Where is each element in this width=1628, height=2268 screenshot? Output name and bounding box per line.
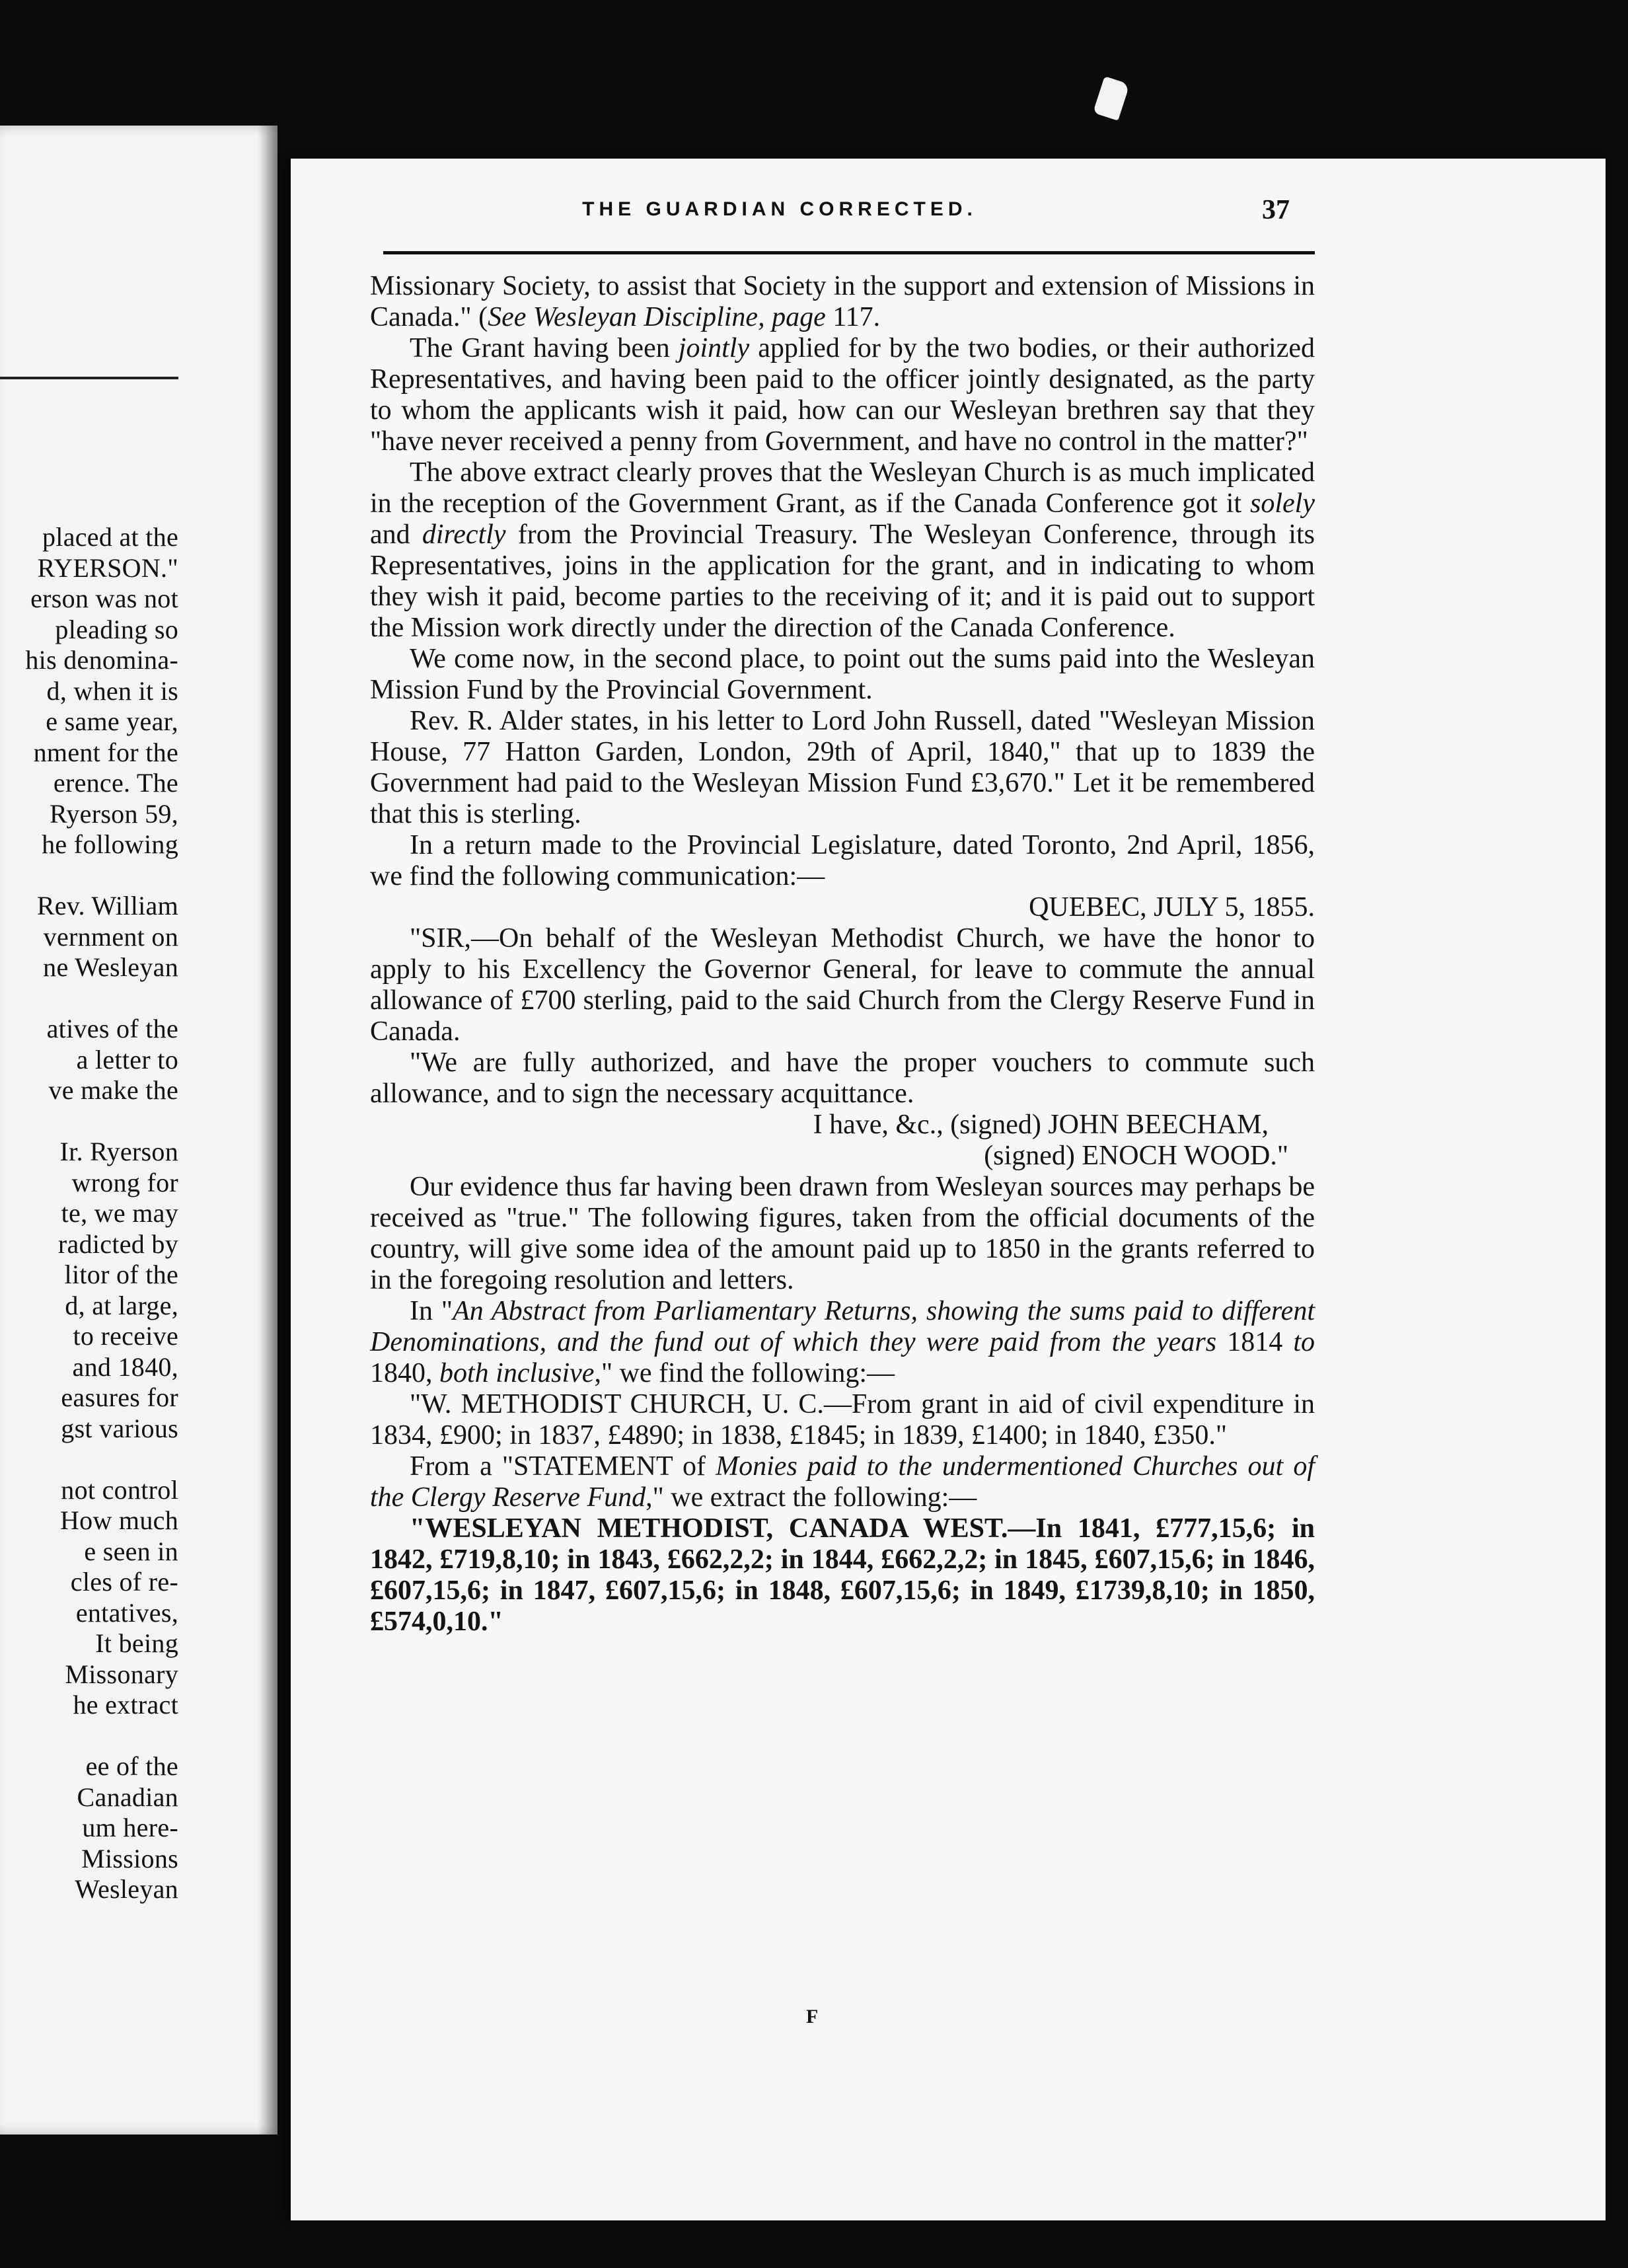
facing-page-line: wrong for — [71, 1167, 178, 1197]
facing-page-line: How much — [59, 1505, 178, 1535]
paragraph — [370, 271, 1315, 333]
paragraph: We come now, in the second place, to point out the sums paid into the Wesleyan Mission Fund by the Provincial Government. — [370, 644, 1315, 705]
facing-page-line: litor of the — [64, 1260, 178, 1289]
facing-page-line: Missonary — [65, 1659, 178, 1689]
facing-page-rule — [0, 377, 178, 379]
citation: See Wesleyan Discipline, page — [488, 302, 826, 332]
facing-page-line: not control — [61, 1474, 178, 1505]
facing-page-line: nment for the — [33, 737, 178, 767]
text-run: ," we extract the following:— — [646, 1482, 977, 1513]
text-run: applied for by the two bodies, or their authorized Representatives, and having been paid to the officer jointly designated, as the party to whom the applicants wish it paid, how can our Wesleyan brethren say that they "have never received a penny from Government, and have no control in the matter?" — [370, 333, 1315, 457]
paragraph — [370, 457, 1315, 644]
facing-page-line: um here- — [82, 1813, 178, 1842]
facing-page-line: his denomina- — [25, 645, 178, 675]
film-speck — [1093, 76, 1130, 121]
facing-page-line: gst various — [61, 1413, 178, 1443]
header-rule — [383, 251, 1315, 254]
paragraph: Our evidence thus far having been drawn from Wesleyan sources may perhaps be received as "true." The following figures, taken from the official documents of the country, will give some idea of the amount paid up to 1850 in the grants referred to in the foregoing resolution and letters. — [370, 1172, 1315, 1295]
signature-line: (signed) ENOCH WOOD." — [984, 1141, 1288, 1171]
facing-page-line — [0, 1106, 178, 1137]
facing-page-line: ne Wesleyan — [43, 952, 178, 982]
citation: An Abstract from Parliamentary Returns, showing the sums paid to different Denominations, and the fund out of which they were paid from the years — [370, 1296, 1315, 1357]
paragraph — [370, 333, 1315, 457]
paragraph: Rev. R. Alder states, in his letter to Lord John Russell, dated "Wesleyan Mission House, 77 Hatton Garden, London, 29th of April, 1840," that up to 1839 the Government had paid to the Wesleyan Mission Fund £3,670." Let it be remembered that this is sterling. — [370, 706, 1315, 829]
letter-dateline: QUEBEC, JULY 5, 1855. — [1029, 892, 1315, 923]
emphasis: solely — [1250, 488, 1315, 519]
facing-page-line — [0, 1721, 178, 1752]
facing-page-line: to receive — [73, 1321, 178, 1351]
emphasis: directly — [422, 519, 506, 550]
facing-page-line — [0, 860, 178, 891]
facing-page — [0, 126, 278, 2135]
citation: to — [1293, 1327, 1315, 1357]
facing-page-text — [0, 522, 178, 1905]
facing-page-line: pleading so — [55, 614, 178, 644]
facing-page-line: he following — [42, 829, 178, 859]
facing-page-line: d, when it is — [46, 675, 178, 706]
text-run: and — [370, 519, 422, 550]
facing-page-line: vernment on — [43, 921, 178, 952]
text-run: from the Provincial Treasury. The Wesleyan Conference, through its Representatives, joins in the application for the grant, and in indicating to whom they wish it paid, become parties to the receiving of it; and it is paid out to support the Mission work directly under the direction of the Canada Conference. — [370, 519, 1315, 643]
text-run: The above extract clearly proves that the Wesleyan Church is as much implicated in the reception of the Government Grant, as if the Canada Conference got it — [370, 457, 1315, 519]
facing-page-line: he extract — [73, 1690, 178, 1720]
facing-page-line — [0, 1444, 178, 1475]
text-run: From a "STATEMENT of — [410, 1451, 716, 1482]
facing-page-line: erson was not — [30, 584, 178, 613]
paragraph: "SIR,—On behalf of the Wesleyan Methodist Church, we have the honor to apply to his Excellency the Governor General, for leave to commute the annual allowance of £700 sterling, paid to the said Church from the Clergy Reserve Fund in Canada. — [370, 923, 1315, 1047]
facing-page-line: ve make the — [48, 1075, 178, 1105]
text-run: In " — [410, 1296, 453, 1326]
text-run: 1814 — [1216, 1327, 1294, 1357]
facing-page-line: Ryerson 59, — [49, 798, 178, 829]
facing-page-line: easures for — [61, 1382, 178, 1412]
facing-page-line: erence. The — [53, 768, 178, 798]
facing-page-line: It being — [95, 1628, 178, 1658]
text-run: 117. — [825, 302, 881, 332]
signature-mark: F — [806, 2006, 819, 2027]
facing-page-line: Missions — [81, 1843, 178, 1873]
body-text — [370, 271, 1315, 1638]
text-run: The Grant having been — [410, 333, 679, 363]
signature-line: I have, &c., (signed) JOHN BEECHAM, — [813, 1110, 1269, 1140]
paragraph: "WESLEYAN METHODIST, CANADA WEST.—In 1841, £777,15,6; in 1842, £719,8,10; in 1843, £662,2,2; in 1844, £662,2,2; in 1845, £607,15,6; in 1846, £607,15,6; in 1847, £607,15,6; in 1848, £607,15,6; in 1849, £1739,8,10; in 1850, £574,0,10." — [370, 1513, 1315, 1637]
running-head: THE GUARDIAN CORRECTED. — [582, 198, 977, 220]
facing-page-line: atives of the — [46, 1014, 178, 1043]
citation: both inclusive — [439, 1358, 595, 1388]
facing-page-line: and 1840, — [72, 1351, 178, 1382]
facing-page-line: e same year, — [46, 706, 178, 736]
facing-page-line: te, we may — [61, 1198, 178, 1228]
facing-page-line: placed at the — [42, 522, 178, 552]
paragraph: In a return made to the Provincial Legislature, dated Toronto, 2nd April, 1856, we find the following communication:— — [370, 830, 1315, 891]
facing-page-line: radicted by — [57, 1228, 178, 1259]
facing-page-line: e seen in — [84, 1536, 178, 1566]
page-number: 37 — [1262, 195, 1290, 225]
facing-page-line: ee of the — [85, 1751, 178, 1781]
facing-page-line: Rev. William — [36, 891, 178, 921]
facing-page-line: d, at large, — [65, 1290, 178, 1320]
text-run: 1840, — [370, 1358, 439, 1388]
facing-page-line: Canadian — [77, 1782, 178, 1812]
text-run: Missionary Society, to assist that Society in the support and extension of Missions in Canada." ( — [370, 271, 1315, 332]
emphasis: jointly — [678, 333, 750, 363]
citation: Monies paid to the undermentioned Churches out of the Clergy Reserve Fund — [370, 1451, 1315, 1513]
facing-page-line — [0, 983, 178, 1014]
gutter-shadow — [258, 126, 278, 2135]
facing-page-line: cles of re- — [70, 1567, 178, 1597]
facing-page-line: Wesleyan — [75, 1874, 178, 1904]
paragraph: "We are fully authorized, and have the proper vouchers to commute such allowance, and to sign the necessary acquittance. — [370, 1047, 1315, 1109]
paragraph — [370, 1451, 1315, 1513]
facing-page-line: entatives, — [75, 1597, 178, 1628]
facing-page-line: a letter to — [76, 1044, 178, 1075]
text-run: ," we find the following:— — [594, 1358, 895, 1388]
facing-page-line: RYERSON." — [37, 552, 178, 583]
facing-page-line: Ir. Ryerson — [59, 1137, 178, 1166]
paragraph: "W. METHODIST CHURCH, U. C.—From grant in aid of civil expenditure in 1834, £900; in 1837, £4890; in 1838, £1845; in 1839, £1400; in 1840, £350." — [370, 1389, 1315, 1451]
scan-edge — [291, 2220, 1606, 2268]
paragraph — [370, 1296, 1315, 1389]
